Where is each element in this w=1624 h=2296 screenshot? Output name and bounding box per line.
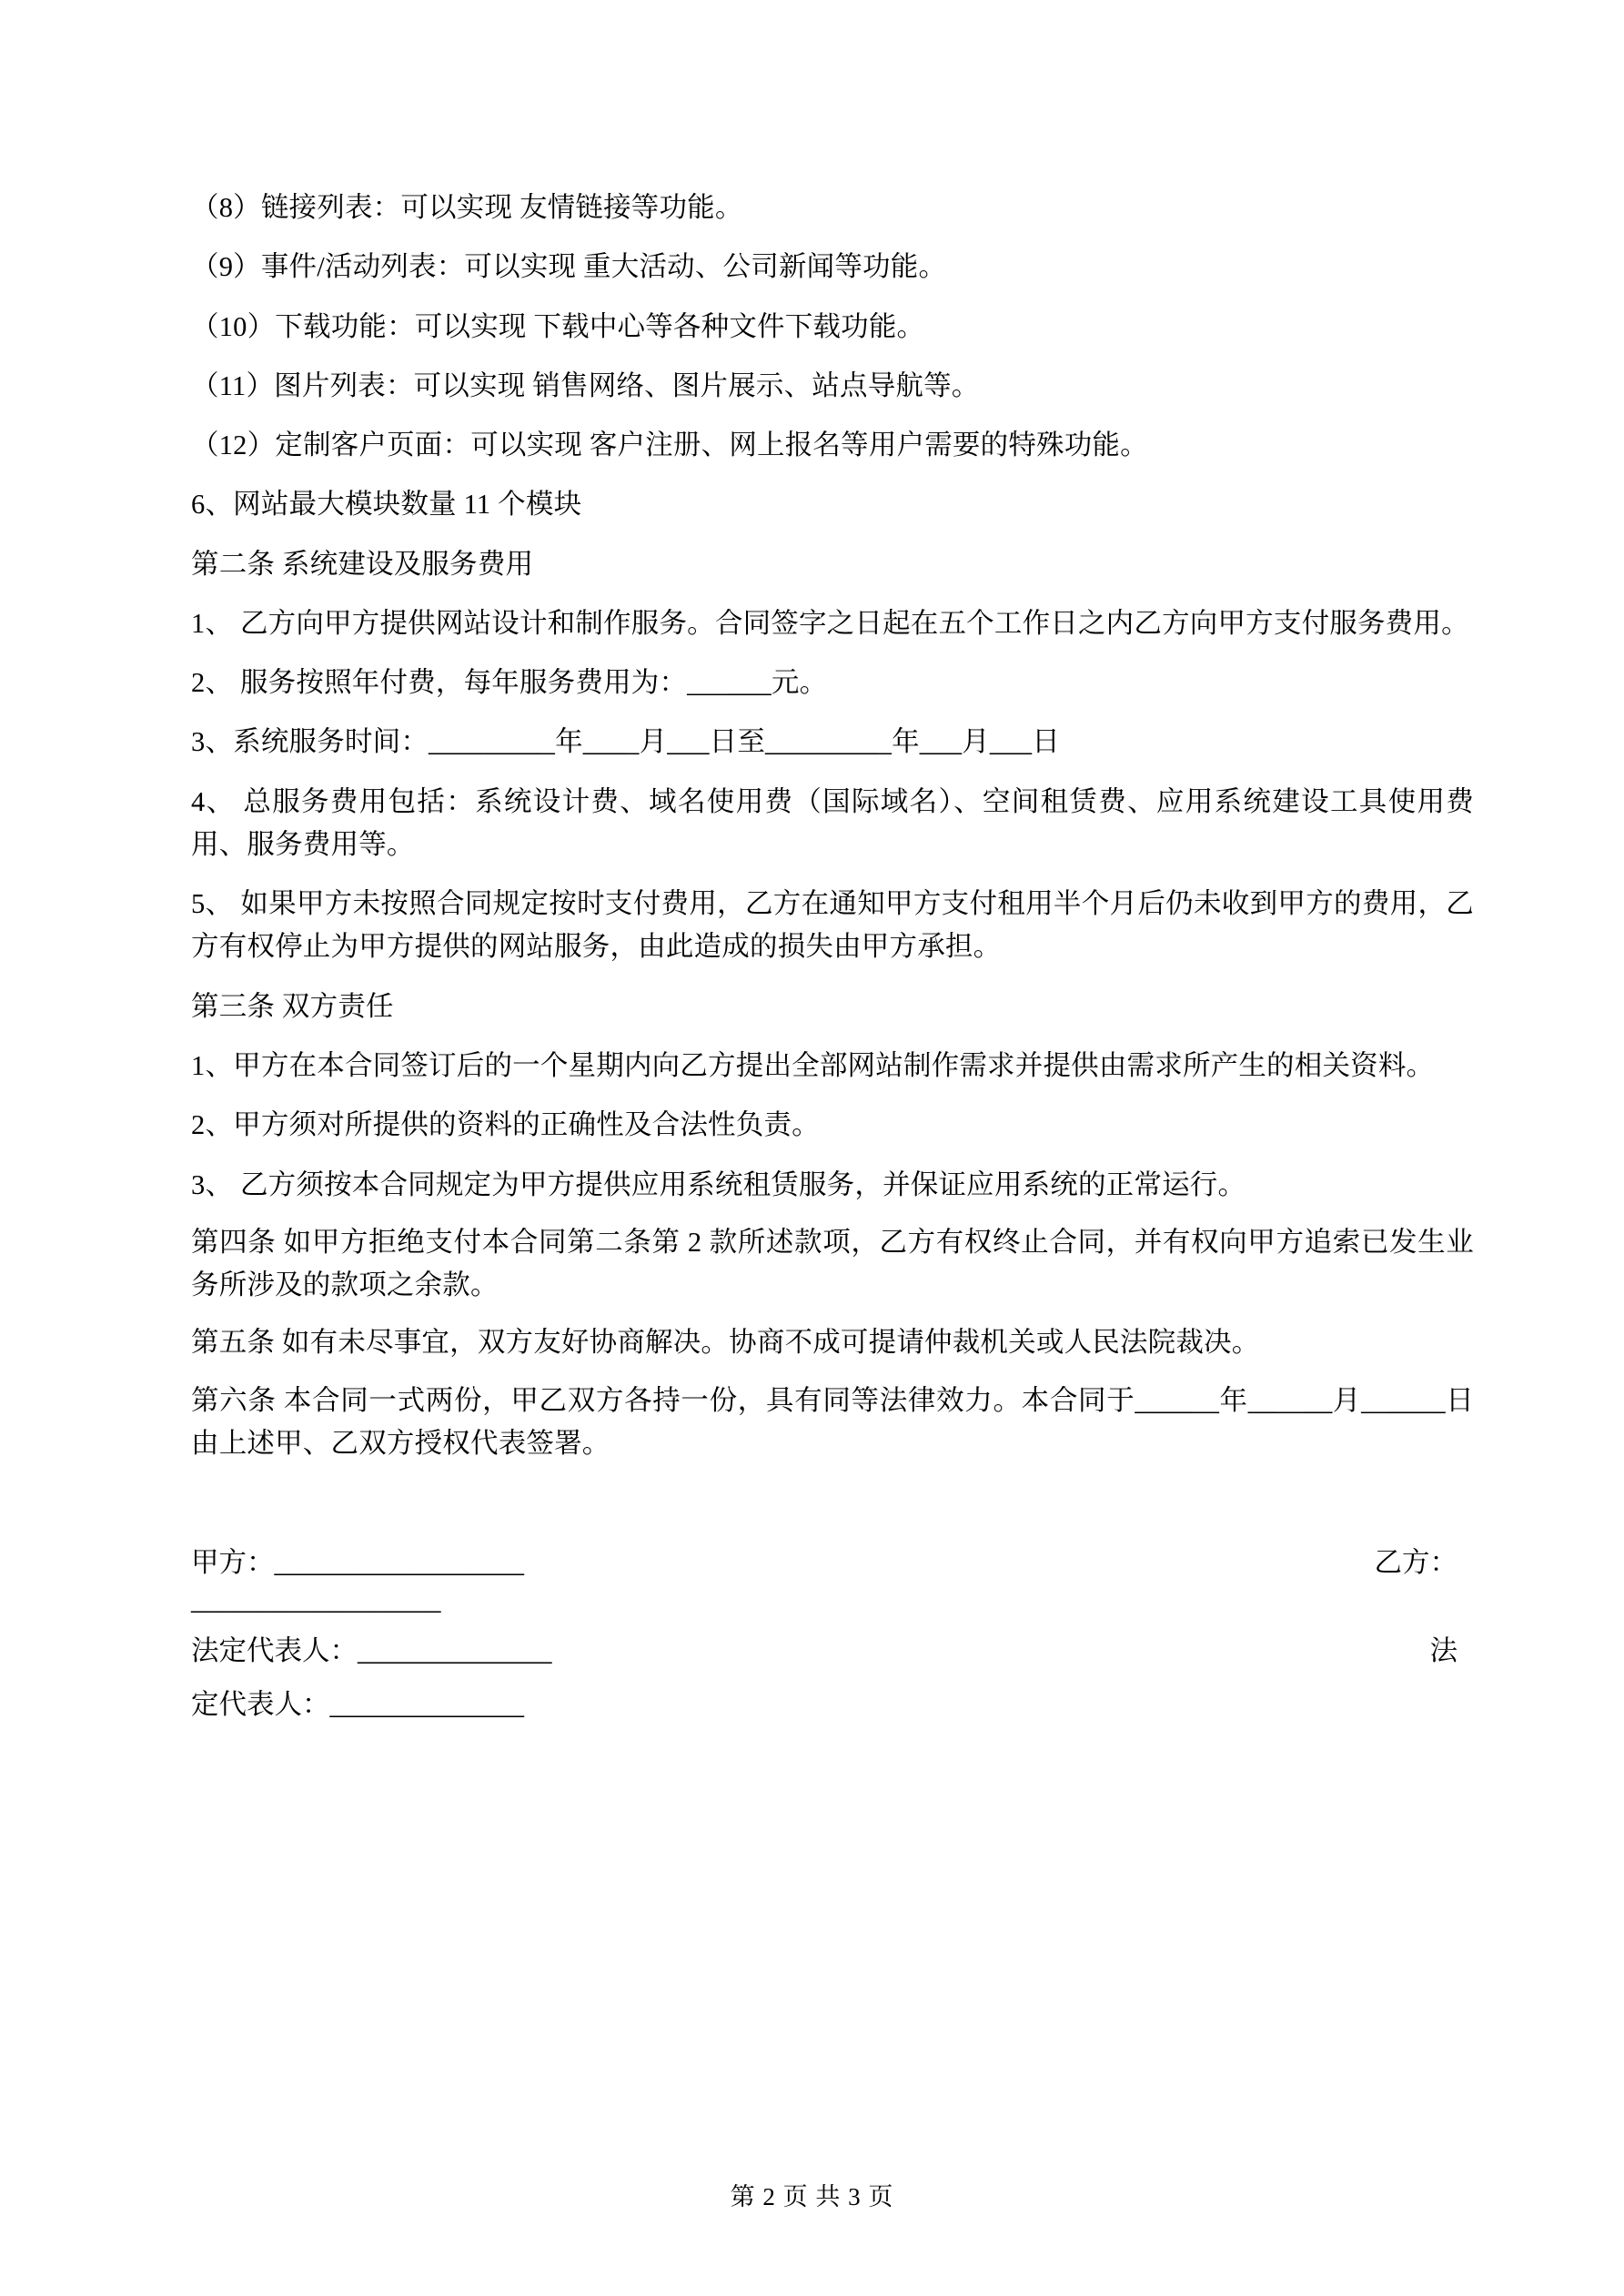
legal-rep-b-field[interactable]: 定代表人：______________ — [191, 1688, 524, 1720]
party-b-signature-field[interactable]: __________________ — [191, 1583, 441, 1615]
paragraph-3-1: 1、甲方在本合同签订后的一个星期内向乙方提出全部网站制作需求并提供由需求所产生的相关资料。 — [191, 1049, 1435, 1081]
document-body — [191, 187, 1474, 1718]
page-footer: 第 2 页 共 3 页 — [730, 2183, 894, 2210]
paragraph-3-3: 3、 乙方须按本合同规定为甲方提供应用系统租赁服务，并保证应用系统的正常运行。 — [191, 1168, 1246, 1200]
party-a-signature-field[interactable]: 甲方：__________________ — [191, 1547, 524, 1579]
paragraph-event-list: （9）事件/活动列表：可以实现 重大活动、公司新闻等功能。 — [191, 251, 947, 283]
paragraph-article-five: 第五条 如有未尽事宜，双方友好协商解决。协商不成可提请仲裁机关或人民法院裁决。 — [191, 1327, 1260, 1359]
paragraph-custom-page: （12）定制客户页面：可以实现 客户注册、网上报名等用户需要的特殊功能。 — [191, 430, 1148, 461]
heading-article-two: 第二条 系统建设及服务费用 — [191, 548, 534, 580]
signature-block — [191, 1549, 1474, 1718]
legal-rep-b-label-part1: 法 — [1429, 1635, 1458, 1667]
signature-row-parties — [191, 1549, 1474, 1577]
paragraph-article-six: 第六条 本合同一式两份，甲乙双方各持一份，具有同等法律效力。本合同于______年______月______日由上述甲、乙双方授权代表签署。 — [191, 1384, 1474, 1459]
paragraph-2-2: 2、 服务按照年付费，每年服务费用为：______元。 — [191, 667, 828, 699]
paragraph-image-list: （11）图片列表：可以实现 销售网络、图片展示、站点导航等。 — [191, 369, 980, 401]
party-b-signature-label: 乙方： — [1374, 1547, 1458, 1579]
paragraph-2-4: 4、 总服务费用包括：系统设计费、域名使用费（国际域名）、空间租赁费、应用系统建设工具使用费用、服务费用等。 — [191, 785, 1474, 860]
heading-article-three: 第三条 双方责任 — [191, 990, 394, 1022]
signature-row-legal-reps — [191, 1637, 1474, 1665]
paragraph-2-3: 3、系统服务时间：_________年____月___日至_________年___月___日 — [191, 726, 1060, 758]
paragraph-download-function: （10）下载功能：可以实现 下载中心等各种文件下载功能。 — [191, 310, 925, 342]
paragraph-3-2: 2、甲方须对所提供的资料的正确性及合法性负责。 — [191, 1109, 820, 1141]
paragraph-article-four: 第四条 如甲方拒绝支付本合同第二条第 2 款所述款项，乙方有权终止合同，并有权向甲方追索已发生业务所涉及的款项之余款。 — [191, 1226, 1474, 1301]
paragraph-module-count: 6、网站最大模块数量 11 个模块 — [191, 489, 582, 521]
signature-row-legal-rep-b — [191, 1688, 1474, 1720]
legal-rep-a-field[interactable]: 法定代表人：______________ — [191, 1635, 552, 1667]
paragraph-link-list: （8）链接列表：可以实现 友情链接等功能。 — [191, 192, 743, 223]
paragraph-2-5: 5、 如果甲方未按照合同规定按时支付费用，乙方在通知甲方支付租用半个月后仍未收到甲方的费用，乙方有权停止为甲方提供的网站服务，由此造成的损失由甲方承担。 — [191, 888, 1474, 963]
paragraph-2-1: 1、 乙方向甲方提供网站设计和制作服务。合同签字之日起在五个工作日之内乙方向甲方支付服务费用。 — [191, 607, 1469, 639]
